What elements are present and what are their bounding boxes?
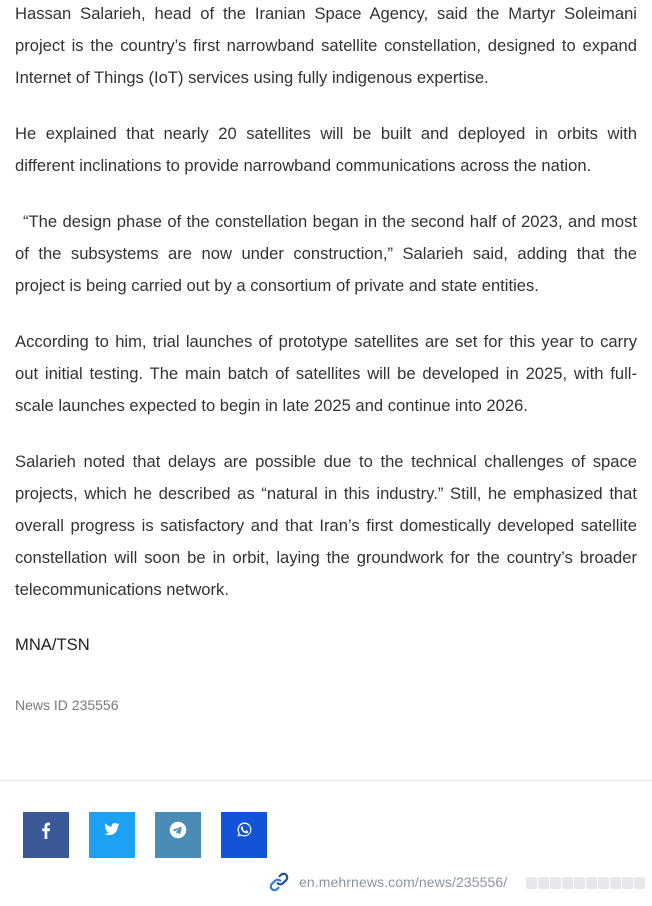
- article-paragraph: Hassan Salarieh, head of the Iranian Space Agency, said the Martyr Soleimani project is the country’s first narrowband satellite constellation, designed to expand Internet of Things (IoT) services using fully indigenous expertise.: [15, 4, 637, 87]
- url-text[interactable]: en.mehrnews.com/news/235556/: [299, 874, 508, 890]
- article-url[interactable]: [268, 870, 507, 894]
- share-whatsapp-button[interactable]: [221, 812, 267, 858]
- article-source: MNA/TSN: [15, 635, 90, 654]
- telegram-icon: [169, 821, 187, 839]
- share-telegram-button[interactable]: [155, 812, 201, 858]
- article-paragraph: According to him, trial launches of prototype satellites are set for this year to carry out initial testing. The main batch of satellites will be developed in 2025, with full-scale launches expected to begin in late 2025 and continue into 2026.: [15, 332, 637, 415]
- whatsapp-icon: [236, 821, 253, 838]
- watermark: [526, 876, 648, 890]
- watermark-glyph: [550, 877, 561, 889]
- divider: [0, 780, 652, 781]
- watermark-glyph: [586, 877, 597, 889]
- twitter-icon: [104, 821, 120, 837]
- watermark-glyph: [610, 877, 621, 889]
- article-paragraph: “The design phase of the constellation began in the second half of 2023, and most of the subsystems are now under construction,” Salarieh said, adding that the project is being carried out by a consortium of private and state entities.: [15, 212, 637, 295]
- news-id: News ID 235556: [15, 697, 119, 713]
- facebook-icon: [38, 821, 54, 839]
- watermark-glyph: [562, 877, 573, 889]
- article-body: [15, 0, 637, 713]
- watermark-glyph: [622, 877, 633, 889]
- share-twitter-button[interactable]: [89, 812, 135, 858]
- watermark-glyph: [598, 877, 609, 889]
- article-paragraph: He explained that nearly 20 satellites will be built and deployed in orbits with different inclinations to provide narrowband communications across the nation.: [15, 124, 637, 175]
- link-icon: [268, 871, 290, 893]
- article-paragraph: Salarieh noted that delays are possible due to the technical challenges of space projects, which he described as “natural in this industry.” Still, he emphasized that overall progress is satisfactory and that Iran’s first domestically developed satellite constellation will soon be in orbit, laying the groundwork for the country’s broader telecommunications network.: [15, 452, 637, 599]
- watermark-glyph: [538, 877, 549, 889]
- watermark-glyph: [634, 877, 645, 889]
- watermark-glyph: [574, 877, 585, 889]
- watermark-glyph: [526, 877, 537, 889]
- share-facebook-button[interactable]: [23, 812, 69, 858]
- share-bar: [23, 812, 267, 858]
